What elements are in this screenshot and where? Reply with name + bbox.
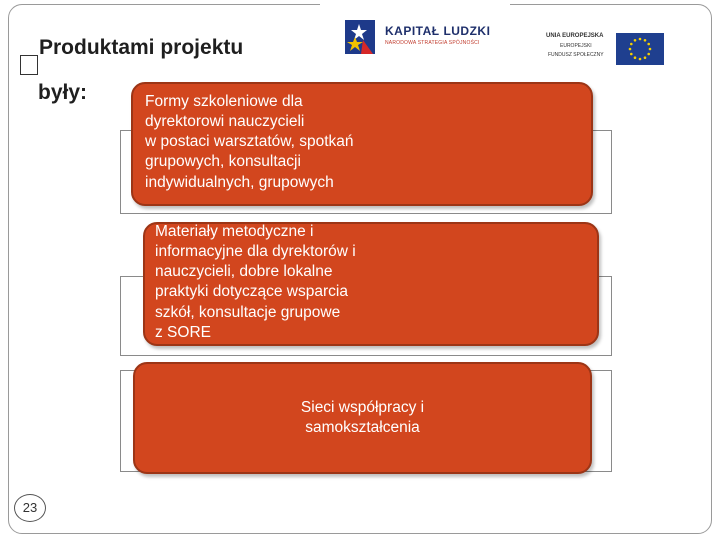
- kapital-ludzki-name: KAPITAŁ LUDZKI: [385, 24, 491, 38]
- box-1-line: indywidualnych, grupowych: [145, 173, 334, 191]
- box-1-line: dyrektorowi nauczycieli: [145, 113, 305, 131]
- box-3-line: Sieci współpracy i: [300, 399, 425, 416]
- title-line-1: Produktami projektu: [39, 36, 244, 59]
- bullet-icon: [20, 55, 38, 75]
- unia-europejska-logo: [546, 33, 666, 67]
- ue-line-2: EUROPEJSKI: [560, 43, 592, 49]
- box-2-line: szkół, konsultacje grupowe: [155, 303, 341, 321]
- box-2-line: praktyki dotyczące wsparcia: [155, 283, 348, 301]
- box-2-line: nauczycieli, dobre lokalne: [155, 263, 333, 281]
- kapital-ludzki-emblem-icon: [343, 18, 379, 58]
- box-3-text: [133, 398, 592, 438]
- eu-flag-icon: [616, 33, 664, 65]
- ue-name: UNIA EUROPEJSKA: [546, 33, 604, 39]
- box-1-text: [145, 92, 354, 193]
- kapital-ludzki-subtitle: NARODOWA STRATEGIA SPÓJNOŚCI: [385, 40, 480, 46]
- box-1-line: w postaci warsztatów, spotkań: [145, 133, 354, 151]
- frame-gap: [320, 0, 510, 10]
- ue-line-3: FUNDUSZ SPOŁECZNY: [548, 52, 604, 58]
- box-2-line: z SORE: [155, 323, 211, 341]
- page-number: 23: [14, 494, 46, 522]
- box-1-line: grupowych, konsultacji: [145, 153, 301, 171]
- box-3-line: samokształcenia: [305, 419, 420, 437]
- box-2-text: [155, 222, 356, 343]
- box-2-line: informacyjne dla dyrektorów i: [155, 243, 356, 261]
- box-2-line: Materiały metodyczne i: [155, 223, 314, 240]
- kapital-ludzki-logo: [343, 18, 491, 58]
- box-1-line: Formy szkoleniowe dla: [145, 93, 303, 110]
- title-line-2: były:: [38, 81, 88, 104]
